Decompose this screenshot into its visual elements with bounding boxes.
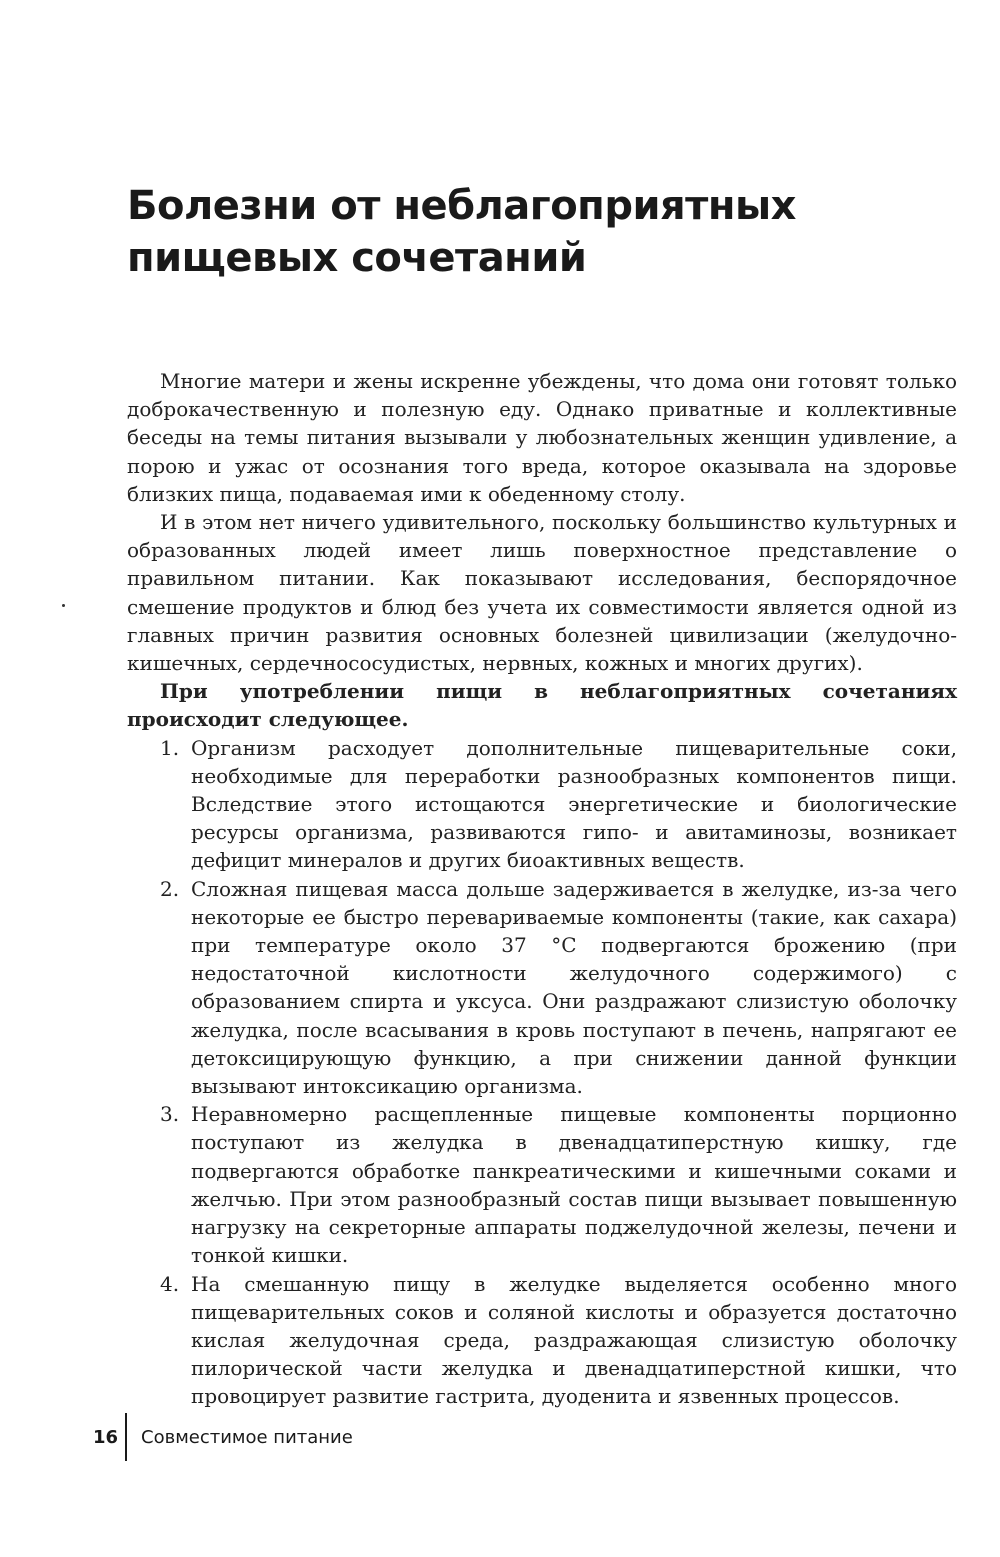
numbered-list (127, 734, 957, 1411)
list-item-text: На смешанную пищу в желудке выделяется особенно много пищеварительных соков и соляной кислоты и образуется достаточно кислая желудочная среда, раздражающая слизистую оболочку пилорической части желудка и двенадцатиперстной кишки, что провоцирует развитие гастрита, дуоденита и язвенных процессов. (191, 1271, 957, 1409)
list-item (127, 734, 957, 875)
footer-divider (125, 1413, 127, 1461)
page-number: 16 (93, 1427, 119, 1448)
list-lead-in: При употреблении пищи в неблагоприятных сочетаниях происходит следующее. (127, 679, 957, 732)
list-item-text: Неравномерно расщепленные пищевые компоненты порционно поступают из желудка в двенадцатиперстную кишку, где подвергаются обработке панкреатическими и кишечными соками и желчью. При этом разнообразный состав пищи вызывает повышенную нагрузку на секреторные аппараты поджелудочной железы, печени и тонкой кишки. (191, 1102, 957, 1268)
list-item (127, 875, 957, 1101)
list-item-text: Организм расходует дополнительные пищеварительные соки, необходимые для переработки разнообразных компонентов пищи. Вследствие этого истощаются энергетические и биологические ресурсы организма, развиваются гипо- и авитаминозы, возникает дефицит минералов и других биоактивных веществ. (191, 735, 957, 873)
paragraph-intro: Многие матери и жены искренне убеждены, что дома они готовят только доброкачественную и полезную еду. Однако приватные и коллективные беседы на темы питания вызывали у любознательных женщин удивление, а порою и ужас от осознания того вреда, которое оказывала на здоровье близких пища, подаваемая ими к обеденному столу. (127, 369, 957, 506)
margin-speck (62, 604, 65, 607)
paragraph-second: И в этом нет ничего удивительного, поскольку большинство культурных и образованных людей имеет лишь поверхностное представление о правильном питании. Как показывают исследования, беспорядочное смешение продуктов и блюд без учета их совместимости является одной из главных причин развития основных болезней цивилизации (желудочно-кишечных, сердечнососудистых, нервных, кожных и многих других). (127, 510, 957, 676)
list-item (127, 1100, 957, 1269)
list-item-number: 3. (160, 1102, 180, 1127)
list-item (127, 1270, 957, 1411)
running-title: Совместимое питание (141, 1427, 353, 1448)
list-item-number: 1. (160, 735, 180, 760)
list-item-number: 4. (160, 1271, 180, 1296)
body-text (127, 367, 957, 1411)
list-item-number: 2. (160, 876, 180, 901)
chapter-title: Болезни от неблагоприятных пищевых сочетаний (127, 183, 796, 281)
list-item-text: Сложная пищевая масса дольше задерживается в желудке, из-за чего некоторые ее быстро перевариваемые компоненты (такие, как сахара) при температуре около 37 °С подвергаются брожению (при недостаточной кислотности желудочного содержимого) с образованием спирта и уксуса. Они раздражают слизистую оболочку желудка, после всасывания в кровь поступают в печень, напрягают ее детоксицирующую функцию, а при снижении данной функции вызывают интоксикацию организма. (191, 876, 957, 1099)
